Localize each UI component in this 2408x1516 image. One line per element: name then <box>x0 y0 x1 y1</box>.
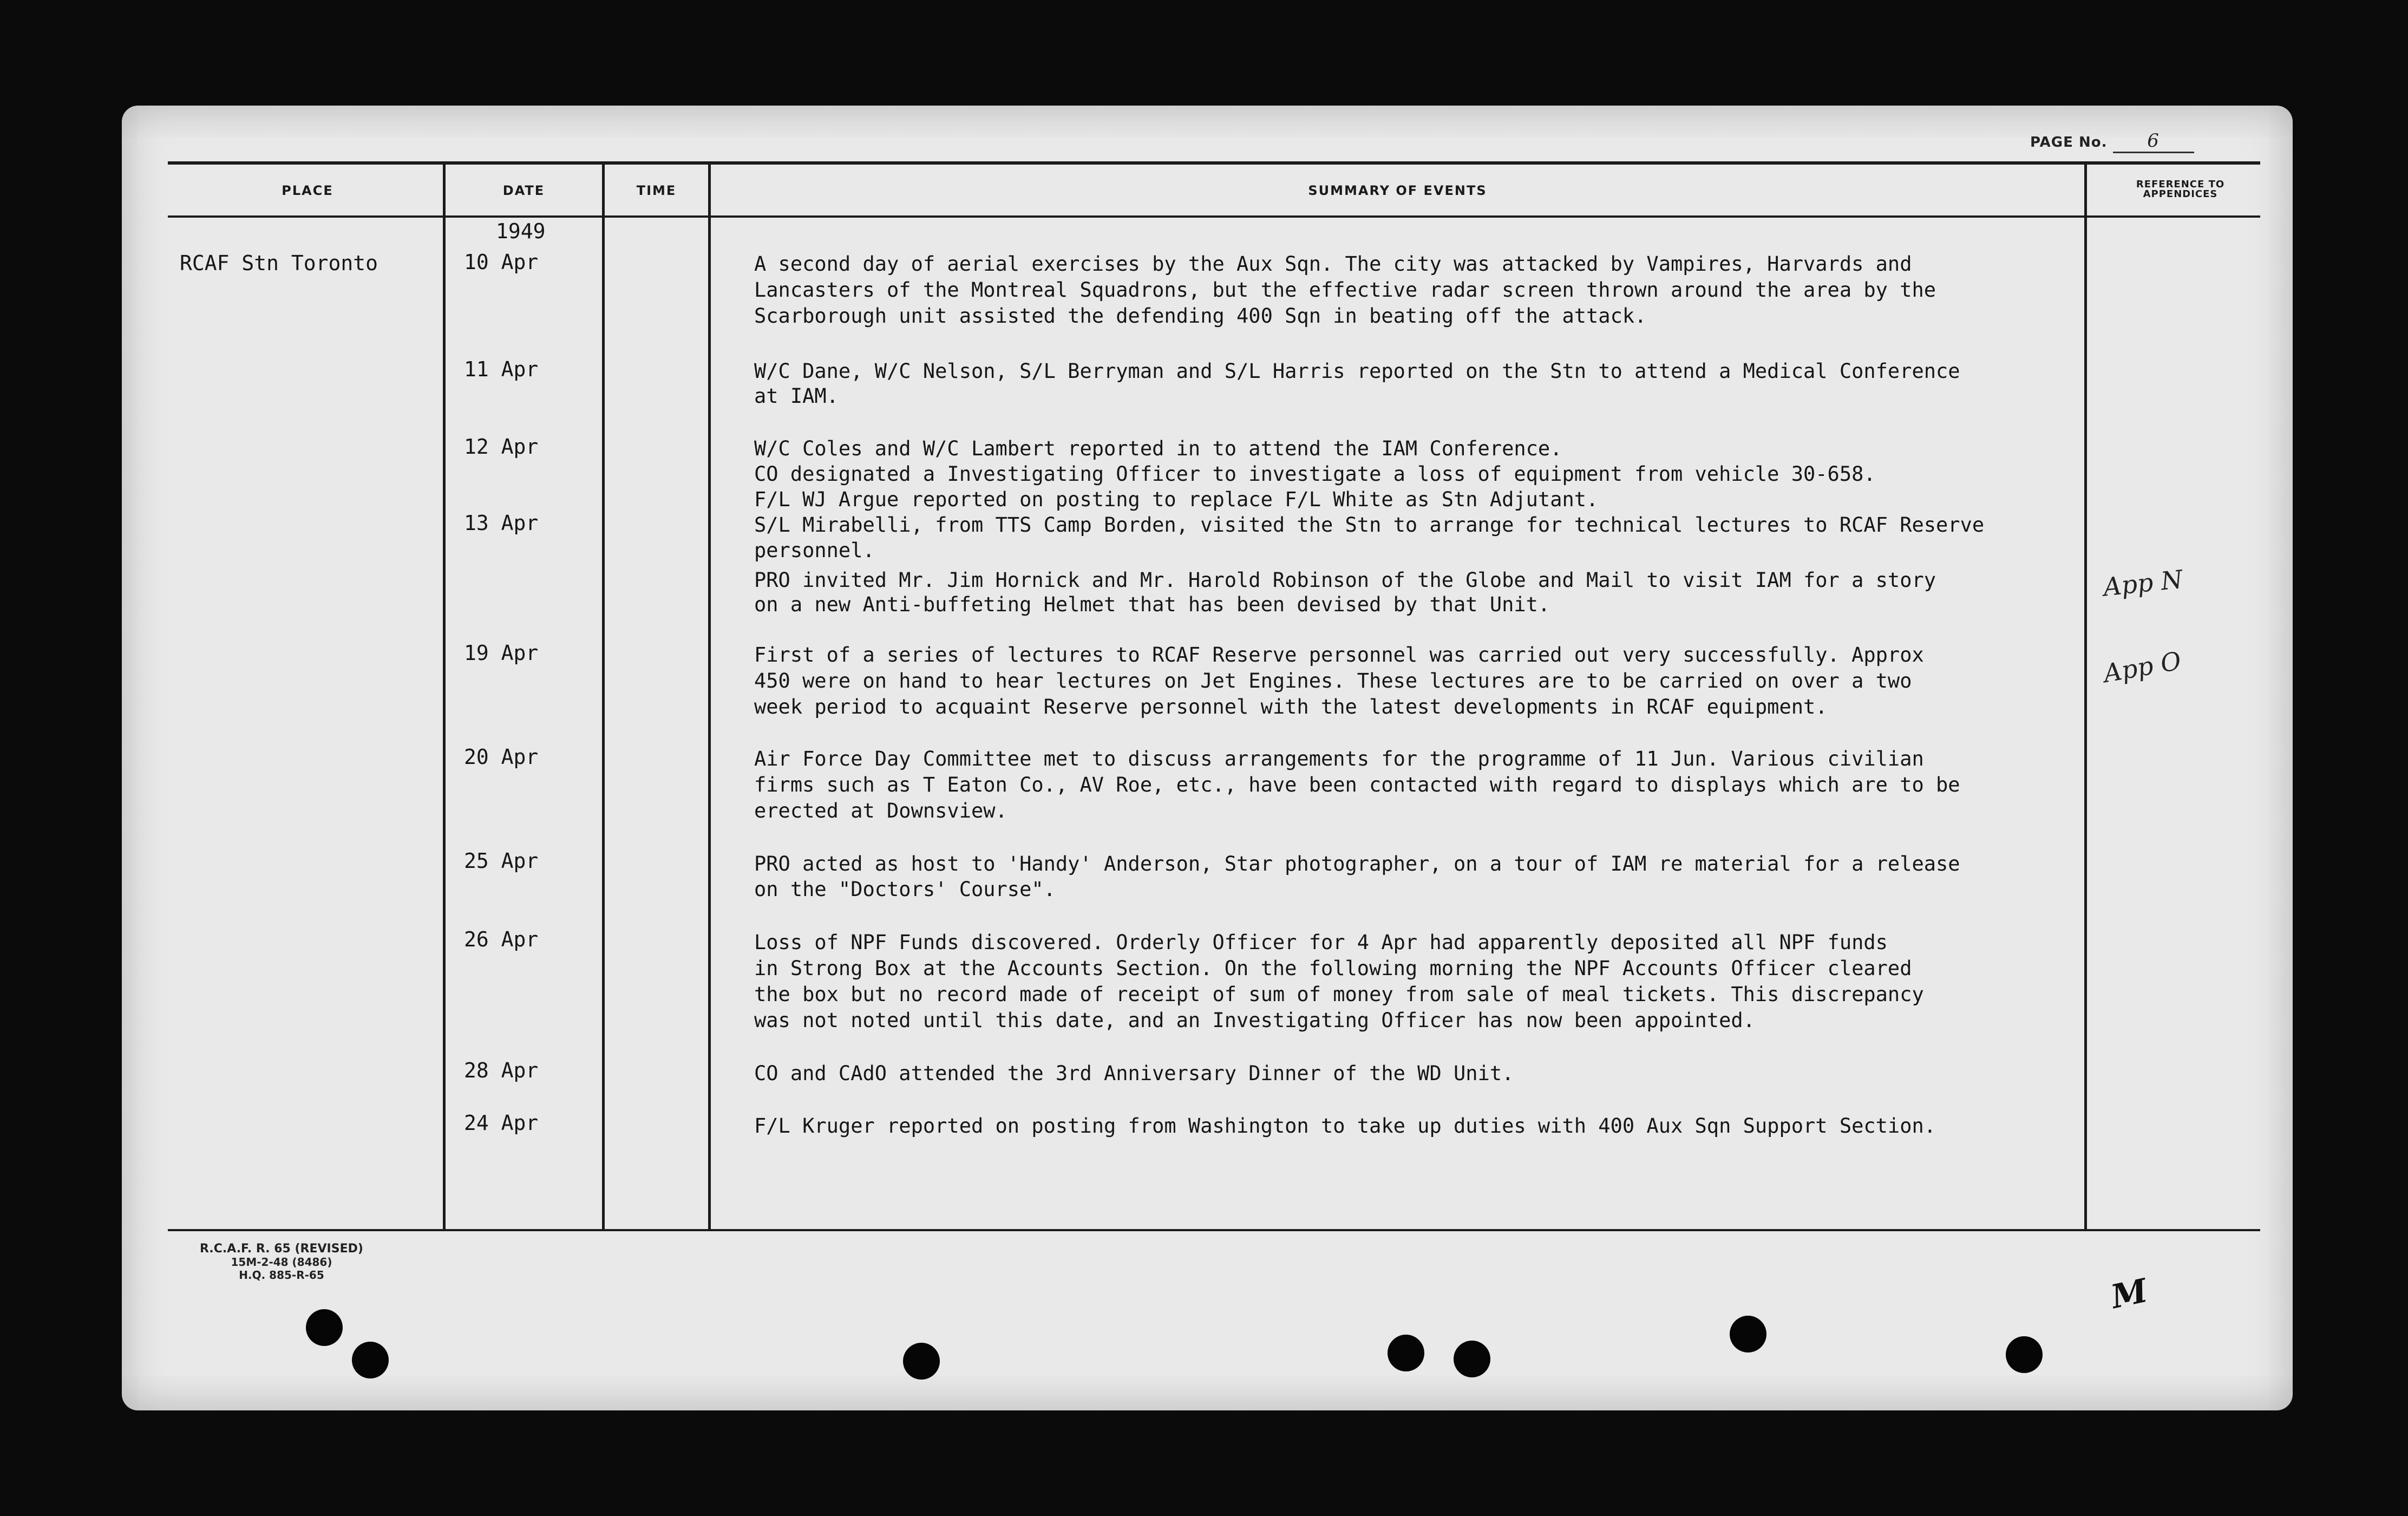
summary-line: PRO acted as host to 'Handy' Anderson, Star photographer, on a tour of IAM re material for a release <box>754 852 1960 875</box>
summary-line: Lancasters of the Montreal Squadrons, but the effective radar screen thrown around the area by the <box>754 278 1936 302</box>
punch-hole <box>1388 1335 1424 1371</box>
punch-hole <box>306 1309 343 1346</box>
summary-line: firms such as T Eaton Co., AV Roe, etc., have been contacted with regard to displays which are to be <box>754 773 1960 796</box>
page-label: PAGE No. <box>2030 134 2108 151</box>
summary-line: on a new Anti-buffeting Helmet that has been devised by that Unit. <box>754 593 1550 616</box>
column-divider-time-summary <box>708 161 711 1231</box>
handwritten-initials: M <box>2108 1271 2151 1317</box>
column-header-time: TIME <box>636 183 677 198</box>
appendix-reference: App N <box>2102 564 2184 602</box>
column-header-place: PLACE <box>282 183 333 198</box>
punch-hole <box>352 1342 389 1378</box>
column-header-date: DATE <box>502 183 545 198</box>
punch-hole <box>1454 1341 1490 1377</box>
summary-line: on the "Doctors' Course". <box>754 878 1056 901</box>
header-bottom-rule <box>168 215 2260 218</box>
summary-line: F/L Kruger reported on posting from Washington to take up duties with 400 Aux Sqn Support Section. <box>754 1114 1936 1138</box>
date-entry: 24 Apr <box>464 1111 539 1135</box>
table-top-rule <box>168 161 2260 165</box>
punch-hole <box>1730 1316 1766 1352</box>
year-label: 1949 <box>496 219 546 243</box>
summary-line: W/C Dane, W/C Nelson, S/L Berryman and S/L Harris reported on the Stn to attend a Medical Conference <box>754 360 1960 383</box>
date-entry: 13 Apr <box>464 511 539 535</box>
summary-line: Loss of NPF Funds discovered. Orderly Officer for 4 Apr had apparently deposited all NPF funds <box>754 931 1888 954</box>
column-divider-summary-reference <box>2084 161 2087 1231</box>
summary-line: PRO invited Mr. Jim Hornick and Mr. Harold Robinson of the Globe and Mail to visit IAM for a story <box>754 568 1936 592</box>
column-header-summary: SUMMARY OF EVENTS <box>1308 183 1487 198</box>
summary-line: A second day of aerial exercises by the Aux Sqn. The city was attacked by Vampires, Harvards and <box>754 252 1912 276</box>
date-entry: 26 Apr <box>464 927 539 951</box>
date-entry: 19 Apr <box>464 641 539 665</box>
summary-line: CO and CAdO attended the 3rd Anniversary Dinner of the WD Unit. <box>754 1062 1514 1085</box>
summary-line: erected at Downsview. <box>754 799 1007 822</box>
date-entry: 11 Apr <box>464 357 539 381</box>
summary-line: Scarborough unit assisted the defending 400 Sqn in beating off the attack. <box>754 304 1647 328</box>
summary-line: S/L Mirabelli, from TTS Camp Borden, visited the Stn to arrange for technical lectures to RCAF Reserve <box>754 513 1985 537</box>
date-entry: 10 Apr <box>464 250 539 274</box>
summary-line: personnel. <box>754 539 875 562</box>
summary-line: CO designated a Investigating Officer to investigate a loss of equipment from vehicle 30-658. <box>754 462 1876 486</box>
column-divider-place-date <box>443 161 446 1231</box>
form-print-code: 15M-2-48 (8486) <box>231 1256 332 1269</box>
form-number: R.C.A.F. R. 65 (REVISED) <box>200 1242 363 1256</box>
column-header-reference: REFERENCE TO APPENDICES <box>2136 179 2225 200</box>
punch-hole <box>2006 1336 2043 1373</box>
table-bottom-rule <box>168 1229 2260 1231</box>
page-number: 6 <box>2113 130 2194 153</box>
date-entry: 25 Apr <box>464 849 539 873</box>
summary-line: Air Force Day Committee met to discuss arrangements for the programme of 11 Jun. Various civilian <box>754 747 1924 770</box>
summary-line: 450 were on hand to hear lectures on Jet Engines. These lectures are to be carried on over a two <box>754 669 1912 692</box>
summary-line: was not noted until this date, and an Investigating Officer has now been appointed. <box>754 1009 1755 1032</box>
appendix-reference: App O <box>2101 645 2184 689</box>
summary-line: F/L WJ Argue reported on posting to replace F/L White as Stn Adjutant. <box>754 488 1599 511</box>
summary-line: in Strong Box at the Accounts Section. On the following morning the NPF Accounts Officer cleared <box>754 957 1912 980</box>
summary-line: W/C Coles and W/C Lambert reported in to attend the IAM Conference. <box>754 437 1562 460</box>
summary-line: at IAM. <box>754 384 839 408</box>
column-divider-date-time <box>602 161 605 1231</box>
form-hq-code: H.Q. 885-R-65 <box>239 1269 324 1282</box>
page-number-label <box>2030 130 2194 153</box>
place-entry: RCAF Stn Toronto <box>180 251 378 275</box>
form-identifier <box>168 1243 395 1282</box>
punch-hole <box>903 1343 940 1380</box>
summary-line: the box but no record made of receipt of sum of money from sale of meal tickets. This discrepancy <box>754 983 1924 1006</box>
summary-line: week period to acquaint Reserve personnel with the latest developments in RCAF equipment. <box>754 695 1828 718</box>
summary-line: First of a series of lectures to RCAF Reserve personnel was carried out very successfully. Approx <box>754 643 1924 666</box>
date-entry: 12 Apr <box>464 435 539 459</box>
date-entry: 20 Apr <box>464 745 539 769</box>
date-entry: 28 Apr <box>464 1058 539 1082</box>
